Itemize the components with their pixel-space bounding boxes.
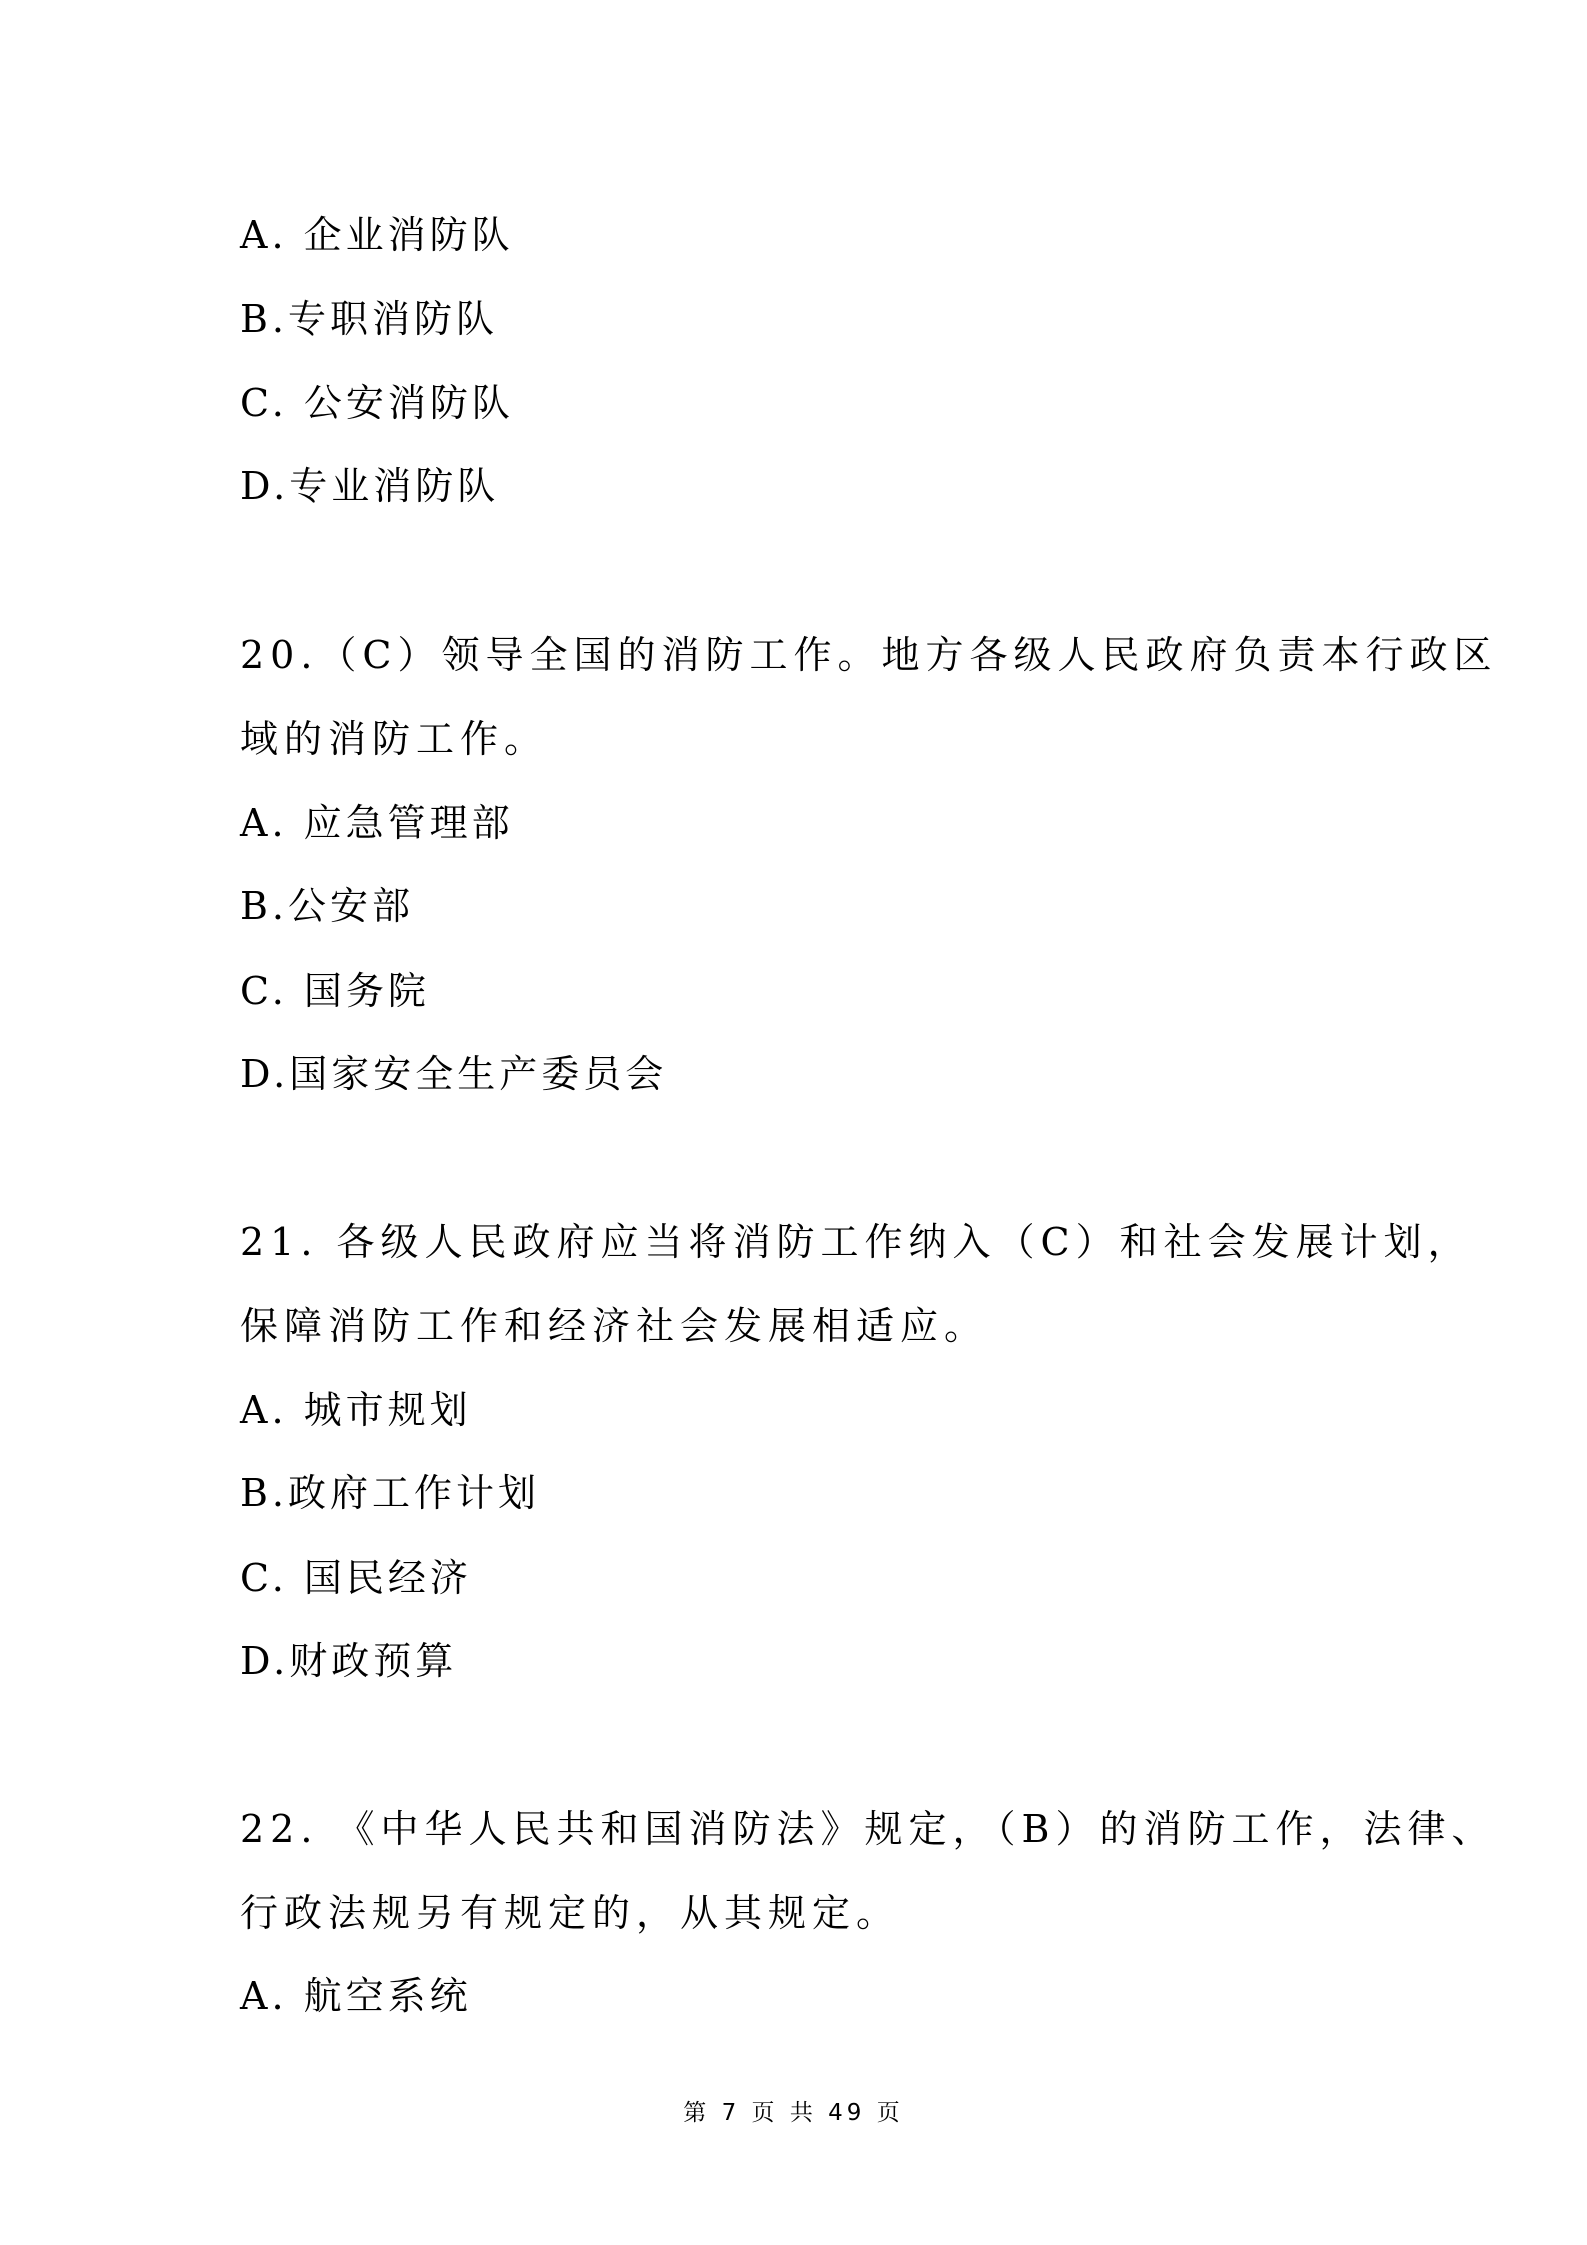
question-text-line: 保障消防工作和经济社会发展相适应。 [240,1304,989,1348]
option-b: B.专职消防队 [240,297,499,341]
option-b: B.政府工作计划 [240,1471,541,1515]
question-text-line: 20.（C）领导全国的消防工作。地方各级人民政府负责本行政区 [240,633,1498,677]
page-number-footer: 第 7 页 共 49 页 [683,2100,904,2126]
question-text-line: 21. 各级人民政府应当将消防工作纳入（C）和社会发展计划， [240,1220,1472,1264]
option-a: A. 城市规划 [240,1388,472,1432]
question-text-line: 22. 《中华人民共和国消防法》规定，（B）的消防工作，法律、 [240,1807,1496,1851]
option-d: D.专业消防队 [240,464,500,508]
question-text-line: 行政法规另有规定的，从其规定。 [240,1891,901,1935]
option-c: C. 国务院 [240,969,430,1013]
option-c: C. 公安消防队 [240,381,514,425]
option-d: D.财政预算 [240,1639,458,1683]
option-a: A. 应急管理部 [240,801,514,845]
option-a: A. 企业消防队 [240,213,514,257]
option-d: D.国家安全生产委员会 [240,1052,668,1096]
question-text-line: 域的消防工作。 [240,717,549,761]
option-b: B.公安部 [240,884,415,928]
option-c: C. 国民经济 [240,1556,472,1600]
option-a: A. 航空系统 [240,1974,472,2018]
